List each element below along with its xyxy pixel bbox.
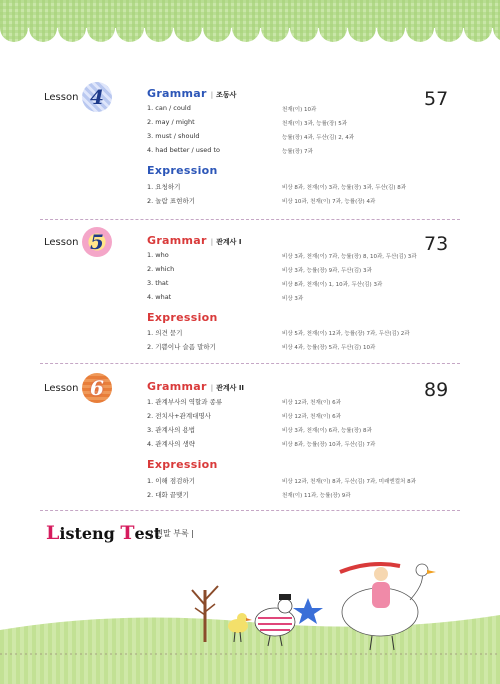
grammar-item-ref: 비상 12과, 천재(이) 6과 [282, 400, 341, 406]
top-scallop-decoration [0, 0, 500, 50]
lesson-number: 4 [90, 85, 104, 109]
grammar-item: 3. that [147, 279, 169, 287]
page-number: 57 [424, 88, 449, 110]
grammar-item-ref: 비상 3과, 천재(이) 7과, 능률(장) 8, 10과, 두산(김) 3과 [282, 254, 417, 260]
expression-heading: Expression [147, 458, 218, 471]
appendix-label: | 권말 부록 | [150, 529, 194, 538]
grammar-heading: Grammar | 관계사 II [147, 380, 245, 393]
expression-item-ref: 비상 4과, 능률(장) 5과, 두산(김) 10과 [282, 345, 376, 351]
grammar-item-ref: 비상 12과, 천재(이) 6과 [282, 414, 341, 420]
expression-heading: Expression [147, 311, 218, 324]
grammar-item-ref: 능률(장) 7과 [282, 149, 313, 155]
grammar-item: 1. can / could [147, 104, 191, 112]
lesson-label: Lesson [44, 383, 79, 394]
expression-item: 1. 요청하기 [147, 183, 181, 191]
expression-item: 2. 대화 끝맺기 [147, 491, 189, 499]
grammar-item: 2. which [147, 265, 175, 273]
section-divider [40, 363, 460, 364]
grammar-item-ref: 천재(이) 10과 [282, 107, 317, 113]
footer-illustration [0, 560, 500, 684]
section-divider [40, 219, 460, 220]
lesson-number: 5 [90, 230, 104, 254]
lesson-number-badge [82, 227, 112, 257]
grammar-item-ref: 비상 3과 [282, 296, 304, 302]
star-icon [293, 598, 323, 624]
grammar-heading: Grammar | 조동사 [147, 87, 237, 100]
lesson-label: Lesson [44, 92, 79, 103]
grammar-item-ref: 비상 8과, 천재(이) 1, 10과, 두산(김) 3과 [282, 282, 383, 288]
grammar-item: 3. 관계사의 용법 [147, 426, 196, 434]
grammar-item: 2. may / might [147, 118, 195, 126]
lesson-number: 6 [90, 376, 104, 400]
listening-test-title: Listeng Test [46, 522, 162, 544]
grammar-item: 3. must / should [147, 132, 200, 140]
page-number: 73 [424, 233, 449, 255]
expression-item-ref: 비상 12과, 천재(이) 8과, 두산(김) 7과, 미래엔컬처 8과 [282, 479, 416, 485]
grammar-heading: Grammar | 관계사 I [147, 234, 242, 247]
expression-item: 1. 의견 묻기 [147, 329, 183, 337]
grammar-item: 1. who [147, 251, 169, 259]
expression-item-ref: 비상 10과, 천재(이) 7과, 능률(장) 4과 [282, 199, 376, 205]
grammar-item-ref: 비상 8과, 능률(장) 10과, 두산(김) 7과 [282, 442, 376, 448]
lesson-number-badge [82, 82, 112, 112]
expression-item-ref: 비상 5과, 천재(이) 12과, 능률(장) 7과, 두산(김) 2과 [282, 331, 410, 337]
grammar-item: 4. what [147, 293, 172, 301]
expression-item: 2. 놀람 표현하기 [147, 197, 196, 205]
section-divider [40, 510, 460, 511]
lesson-label: Lesson [44, 237, 79, 248]
expression-item: 1. 이해 점검하기 [147, 477, 196, 485]
grammar-item-ref: 비상 3과, 천재(이) 6과, 능률(장) 8과 [282, 428, 372, 434]
expression-item-ref: 비상 8과, 천재(이) 3과, 능률(장) 3과, 두산(김) 8과 [282, 185, 407, 191]
grammar-item: 1. 관계부사의 역할과 종류 [147, 398, 223, 406]
grammar-item: 4. had better / used to [147, 146, 221, 154]
grammar-item-ref: 비상 3과, 능률(장) 9과, 두산(김) 3과 [282, 268, 372, 274]
expression-item-ref: 천재(이) 11과, 능률(장) 9과 [282, 493, 351, 499]
expression-heading: Expression [147, 164, 218, 177]
page-number: 89 [424, 379, 449, 401]
grammar-item-ref: 천재(이) 3과, 능률(장) 5과 [282, 121, 348, 127]
grammar-item-ref: 능률(장) 4과, 두산(김) 2, 4과 [282, 135, 355, 141]
grammar-item: 4. 관계사의 생략 [147, 440, 196, 448]
expression-item: 2. 기쁨이나 슬픔 말하기 [147, 343, 216, 351]
lesson-number-badge [82, 373, 112, 403]
grammar-item: 2. 전치사+관계대명사 [147, 412, 211, 420]
